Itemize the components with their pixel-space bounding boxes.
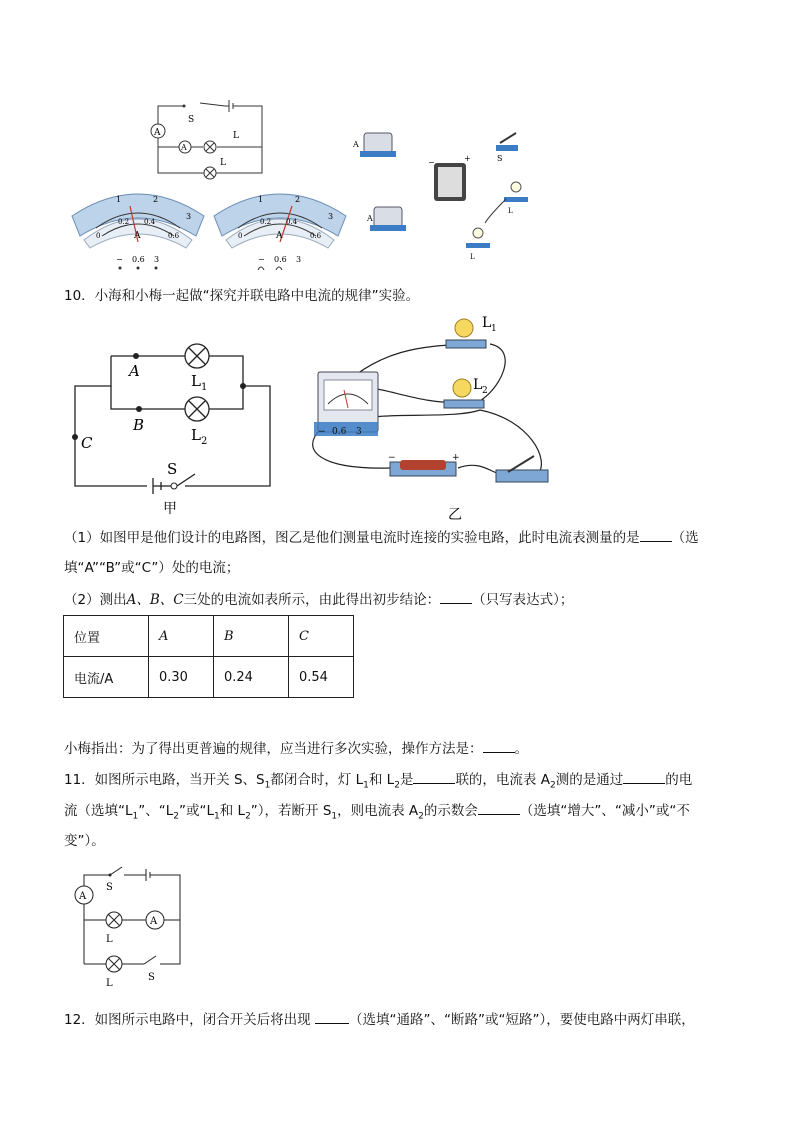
q10-blank-2[interactable]	[440, 589, 472, 604]
svg-text:−: −	[428, 158, 435, 167]
meter2-term-3: 3	[296, 255, 302, 264]
q11-blank-1[interactable]	[413, 769, 455, 784]
kit-l1: L	[508, 207, 513, 215]
q10-blank-1[interactable]	[640, 527, 672, 542]
q10-circuit-jia	[65, 340, 285, 520]
meter1-term-neg: −	[116, 255, 123, 264]
q11-line3: 变”）。	[64, 833, 105, 849]
q11-line1: 11．如图所示电路，当开关 S、$S_1$都闭合时，灯 $L_1$和 $L_2$是 联的，电流表 $A_2$测的是通过 的电	[64, 769, 734, 796]
table-cell-c: 0.54	[289, 657, 354, 698]
q11-circuit-diagram	[68, 862, 193, 992]
kit-l2: L	[470, 253, 475, 261]
q11-a1: A	[79, 891, 87, 902]
q12-line1: 12．如图所示电路中，闭合开关后将出现 （选填“通路”、“断路”或“短路”），要使电路中两灯串联，	[64, 1009, 734, 1030]
svg-text:+: +	[452, 453, 460, 463]
yi-label-l1: L	[482, 315, 492, 331]
meter1-term-3: 3	[154, 255, 160, 264]
meter2-tick-06: 0.6	[310, 232, 322, 240]
svg-text:1: 1	[491, 324, 497, 334]
meter1-tick-0: 0	[96, 232, 101, 240]
ammeter-dial-2	[210, 180, 350, 270]
yi-caption: 乙	[448, 507, 462, 520]
label-s: S	[188, 115, 195, 125]
yi-term-3: 3	[356, 427, 362, 437]
jia-label-a: A	[129, 362, 140, 380]
kit-s: S	[497, 154, 503, 163]
svg-text:1: 1	[201, 382, 208, 393]
table-header-b: B	[214, 616, 289, 657]
q11-l2: L	[106, 978, 113, 989]
meter1-term-06: 0.6	[132, 255, 145, 264]
meter2-term-neg: −	[258, 255, 265, 264]
kit-a: A	[353, 140, 359, 149]
table-cell-b: 0.24	[214, 657, 289, 698]
q10-p3: 小梅指出：为了得出更普遍的规律，应当进行多次实验，操作方法是： 。	[64, 738, 734, 759]
label-a: A	[154, 128, 161, 138]
top-circuit-diagram	[140, 95, 275, 180]
meter2-term-06: 0.6	[274, 255, 287, 264]
apparatus-kit-illustration	[350, 125, 540, 265]
q12-blank-1[interactable]	[315, 1009, 349, 1024]
svg-text:2: 2	[201, 436, 208, 447]
q11-line2: 流（选填“$L_1$”、“$L_2$”或“$L_1$和 $L_2$”），若断开 $S_1$，则电流表 $A_2$的示数会 （选填“增大”、“减小”或“不	[64, 800, 734, 827]
meter1-tick-04: 0.4	[144, 218, 156, 226]
label-l1: L	[233, 131, 239, 141]
q11-blank-2[interactable]	[623, 769, 665, 784]
q10-p1-line1: （1）如图甲是他们设计的电路图，图乙是他们测量电流时连接的实验电路，此时电流表测量的是 （选	[64, 527, 734, 548]
meter1-tick-02: 0.2	[118, 218, 130, 226]
table-row	[64, 657, 354, 698]
meter1-tick-1: 1	[116, 195, 122, 204]
jia-label-s: S	[167, 460, 178, 478]
meter1-unit: A	[134, 231, 141, 241]
ammeter-dial-1	[68, 180, 208, 270]
label-a1: A	[181, 143, 187, 152]
jia-label-l2: L	[191, 426, 201, 444]
q11-s: S	[106, 882, 113, 893]
svg-text:−: −	[388, 453, 396, 463]
jia-label-c: C	[81, 434, 93, 452]
label-l2: L	[220, 158, 226, 168]
meter2-unit: A	[276, 231, 283, 241]
current-table	[63, 615, 354, 698]
q11-l1: L	[106, 934, 113, 945]
jia-caption: 甲	[163, 501, 177, 517]
jia-label-b: B	[133, 416, 145, 434]
q11-a2: A	[150, 916, 158, 927]
q10-title: 10．小海和小梅一起做“探究并联电路中电流的规律”实验。	[64, 288, 420, 304]
yi-label-l2: L	[473, 377, 483, 393]
meter2-tick-02: 0.2	[260, 218, 272, 226]
q10-blank-3[interactable]	[483, 738, 515, 753]
svg-text:+: +	[464, 154, 471, 163]
meter2-tick-1: 1	[258, 195, 264, 204]
kit-a1: A	[367, 214, 373, 223]
table-header-a: A	[149, 616, 214, 657]
table-row-label: 电流/A	[64, 657, 149, 698]
q11-s1: S	[148, 972, 155, 983]
meter2-tick-3: 3	[328, 212, 334, 221]
q10-p2: （2）测出A、B、C三处的电流如表所示，由此得出初步结论： （只写表达式）；	[64, 589, 734, 610]
meter1-tick-06: 0.6	[168, 232, 180, 240]
table-header-c: C	[289, 616, 354, 657]
q10-circuit-yi	[300, 310, 560, 520]
table-cell-a: 0.30	[149, 657, 214, 698]
svg-text:2: 2	[482, 386, 488, 396]
meter1-tick-2: 2	[153, 195, 159, 204]
meter2-tick-04: 0.4	[286, 218, 298, 226]
meter2-tick-0: 0	[238, 232, 243, 240]
yi-term-06: 0.6	[332, 427, 347, 437]
meter1-tick-3: 3	[186, 212, 192, 221]
table-row	[64, 616, 354, 657]
q10-p1-line2: 填“A”“B”或“C”）处的电流；	[64, 560, 240, 576]
yi-term-neg: −	[318, 427, 326, 437]
meter2-tick-2: 2	[295, 195, 301, 204]
table-header-position: 位置	[64, 616, 149, 657]
q11-blank-3[interactable]	[478, 800, 520, 815]
jia-label-l1: L	[191, 372, 201, 390]
